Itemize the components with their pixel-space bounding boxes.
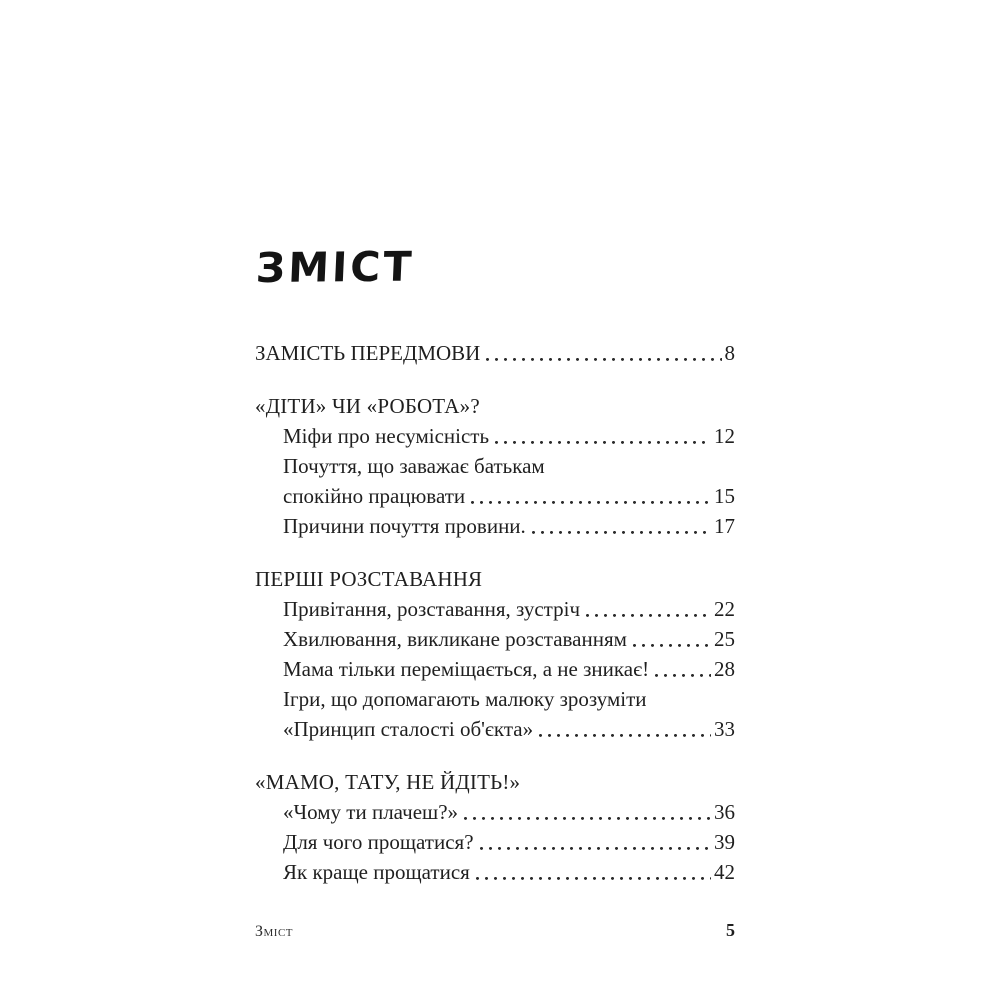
- toc-entry: [255, 827, 735, 857]
- dot-leader: [633, 624, 711, 654]
- dot-leader: [539, 714, 711, 744]
- toc-section-children-or-work: [255, 391, 735, 541]
- toc-entry-page: 17: [714, 514, 735, 538]
- dot-leader: [471, 481, 711, 511]
- toc-entry-page: 8: [724, 341, 735, 365]
- toc-entry: [255, 654, 735, 684]
- dot-leader: [532, 511, 711, 541]
- toc-section-heading: «МАМО, ТАТУ, НЕ ЙДІТЬ!»: [255, 770, 521, 794]
- toc-section-heading: ПЕРШІ РОЗСТАВАННЯ: [255, 567, 483, 591]
- toc-entry: [255, 421, 735, 451]
- toc-entry-label: Ігри, що допомагають малюку зрозуміти: [283, 687, 647, 711]
- dot-leader: [476, 857, 711, 887]
- toc-entry-label: Хвилювання, викликане розставанням: [283, 627, 627, 651]
- toc-entry: [255, 857, 735, 887]
- toc-entry: [255, 594, 735, 624]
- toc-section-mom-dad-dont-go: [255, 767, 735, 887]
- toc-entry-page: 22: [714, 597, 735, 621]
- dot-leader: [495, 421, 711, 451]
- toc-entry-page: 42: [714, 860, 735, 884]
- toc-entry-page: 39: [714, 830, 735, 854]
- toc-entry-label: Для чого прощатися?: [283, 830, 474, 854]
- page-footer: [255, 920, 735, 941]
- dot-leader: [586, 594, 711, 624]
- toc-entry-page: 12: [714, 424, 735, 448]
- toc-entry-page: 28: [714, 657, 735, 681]
- toc-section-heading: «ДІТИ» ЧИ «РОБОТА»?: [255, 394, 480, 418]
- toc-entry-label: спокійно працювати: [283, 484, 466, 508]
- dot-leader: [486, 338, 721, 368]
- toc-entry-label: Мама тільки переміщається, а не зникає!: [283, 657, 650, 681]
- toc-entry: [255, 511, 735, 541]
- toc-entry-label: Привітання, розставання, зустріч: [283, 597, 581, 621]
- toc-entry-page: 36: [714, 800, 735, 824]
- toc-entry-page: 15: [714, 484, 735, 508]
- toc-entry-label: «Принцип сталості об'єкта»: [283, 717, 534, 741]
- toc-entry-page: 33: [714, 717, 735, 741]
- toc-entry: [255, 797, 735, 827]
- toc-entry-label: ЗАМІСТЬ ПЕРЕДМОВИ: [255, 341, 481, 365]
- toc-entry-label: Почуття, що заважає батькам: [283, 454, 545, 478]
- toc-entry-page: 25: [714, 627, 735, 651]
- page-title: ЗМІСТ: [255, 242, 416, 292]
- footer-page-number: 5: [726, 920, 735, 940]
- toc-entry-wrap-line: [255, 451, 735, 481]
- toc-entry-label: Як краще прощатися: [283, 860, 470, 884]
- table-of-contents: [255, 338, 735, 887]
- toc-entry: [255, 714, 735, 744]
- dot-leader: [655, 654, 711, 684]
- toc-section-first-separations: [255, 564, 735, 744]
- toc-entry-label: Міфи про несумісність: [283, 424, 490, 448]
- toc-entry-wrap-line: [255, 684, 735, 714]
- toc-content: [255, 244, 735, 887]
- dot-leader: [464, 797, 711, 827]
- dot-leader: [480, 827, 711, 857]
- toc-entry-preface: [255, 338, 735, 368]
- footer-section-label: Зміст: [255, 923, 294, 940]
- toc-entry: [255, 624, 735, 654]
- toc-entry: [255, 481, 735, 511]
- toc-entry-label: «Чому ти плачеш?»: [283, 800, 459, 824]
- toc-entry-label: Причини почуття провини.: [283, 514, 526, 538]
